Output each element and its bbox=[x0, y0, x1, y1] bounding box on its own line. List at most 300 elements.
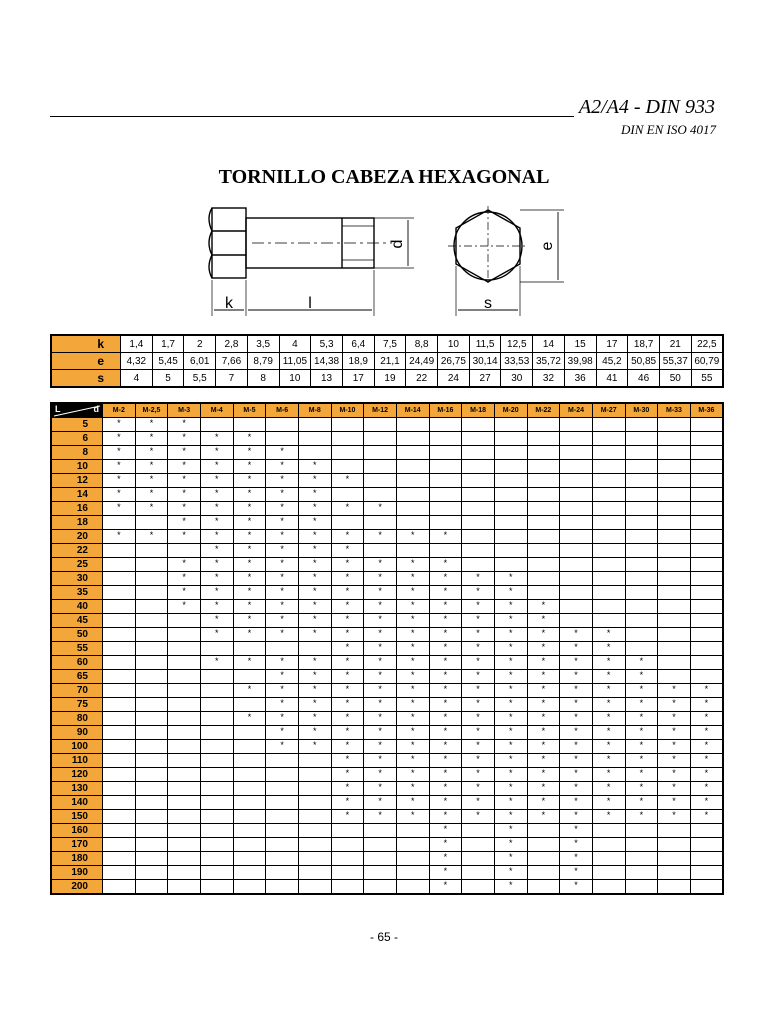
availability-cell bbox=[462, 502, 495, 516]
availability-cell bbox=[298, 810, 331, 824]
availability-cell bbox=[200, 740, 233, 754]
availability-cell bbox=[462, 824, 495, 838]
availability-cell bbox=[658, 544, 691, 558]
availability-cell: * bbox=[429, 740, 462, 754]
availability-cell: * bbox=[364, 614, 397, 628]
dimension-value: 7,5 bbox=[374, 335, 406, 353]
availability-cell: * bbox=[560, 824, 593, 838]
availability-cell bbox=[168, 880, 201, 895]
availability-cell: * bbox=[266, 516, 299, 530]
availability-cell: * bbox=[560, 880, 593, 895]
length-label: 80 bbox=[51, 712, 103, 726]
length-label: 18 bbox=[51, 516, 103, 530]
length-row bbox=[51, 712, 723, 726]
length-label: 5 bbox=[51, 418, 103, 432]
availability-cell: * bbox=[494, 600, 527, 614]
availability-cell: * bbox=[429, 782, 462, 796]
availability-cell: * bbox=[527, 712, 560, 726]
size-header: M-20 bbox=[494, 403, 527, 418]
availability-cell: * bbox=[396, 768, 429, 782]
availability-cell bbox=[233, 698, 266, 712]
availability-cell bbox=[462, 852, 495, 866]
availability-cell bbox=[103, 824, 136, 838]
length-label: 150 bbox=[51, 810, 103, 824]
availability-cell: * bbox=[331, 642, 364, 656]
availability-cell bbox=[494, 530, 527, 544]
availability-cell: * bbox=[168, 530, 201, 544]
length-label: 55 bbox=[51, 642, 103, 656]
availability-cell bbox=[200, 684, 233, 698]
availability-cell bbox=[168, 740, 201, 754]
availability-cell bbox=[462, 488, 495, 502]
dimension-row-k bbox=[51, 335, 723, 353]
availability-cell bbox=[658, 880, 691, 895]
dimension-value: 24 bbox=[438, 370, 470, 388]
availability-cell: * bbox=[560, 796, 593, 810]
availability-cell: * bbox=[233, 684, 266, 698]
availability-cell bbox=[200, 754, 233, 768]
length-row bbox=[51, 838, 723, 852]
availability-cell: * bbox=[364, 642, 397, 656]
availability-cell bbox=[135, 824, 168, 838]
availability-cell bbox=[462, 530, 495, 544]
availability-cell bbox=[658, 642, 691, 656]
availability-cell bbox=[200, 670, 233, 684]
availability-cell bbox=[494, 446, 527, 460]
standard-code: A2/A4 - DIN 933 bbox=[578, 96, 715, 118]
availability-table bbox=[50, 402, 724, 895]
availability-cell bbox=[527, 824, 560, 838]
availability-cell bbox=[658, 628, 691, 642]
page-number: - 65 - bbox=[369, 930, 398, 944]
availability-cell: * bbox=[396, 796, 429, 810]
dimension-value: 11,5 bbox=[469, 335, 501, 353]
availability-cell: * bbox=[690, 698, 723, 712]
availability-cell: * bbox=[396, 586, 429, 600]
availability-cell bbox=[233, 866, 266, 880]
size-header: M-5 bbox=[233, 403, 266, 418]
availability-cell bbox=[690, 488, 723, 502]
availability-cell bbox=[625, 586, 658, 600]
availability-cell bbox=[690, 502, 723, 516]
availability-cell bbox=[200, 796, 233, 810]
dimension-value: 41 bbox=[596, 370, 628, 388]
availability-cell: * bbox=[494, 852, 527, 866]
availability-cell bbox=[494, 502, 527, 516]
availability-cell: * bbox=[592, 698, 625, 712]
dimension-value: 4 bbox=[121, 370, 153, 388]
availability-cell bbox=[396, 852, 429, 866]
availability-cell: * bbox=[527, 656, 560, 670]
availability-cell bbox=[298, 754, 331, 768]
availability-cell bbox=[103, 852, 136, 866]
availability-cell bbox=[560, 432, 593, 446]
availability-cell: * bbox=[168, 502, 201, 516]
availability-cell bbox=[625, 558, 658, 572]
dimension-value: 11,05 bbox=[279, 353, 311, 370]
availability-cell bbox=[364, 516, 397, 530]
availability-cell bbox=[200, 712, 233, 726]
dimension-value: 50,85 bbox=[628, 353, 660, 370]
diameter-axis-label: d bbox=[93, 404, 99, 414]
availability-cell: * bbox=[429, 642, 462, 656]
availability-cell bbox=[103, 866, 136, 880]
availability-cell: * bbox=[494, 838, 527, 852]
availability-cell: * bbox=[625, 684, 658, 698]
length-row bbox=[51, 474, 723, 488]
availability-cell: * bbox=[364, 768, 397, 782]
availability-cell bbox=[592, 502, 625, 516]
availability-cell bbox=[200, 852, 233, 866]
availability-cell bbox=[527, 446, 560, 460]
dimension-value: 32 bbox=[533, 370, 565, 388]
availability-cell: * bbox=[527, 754, 560, 768]
availability-cell bbox=[625, 418, 658, 432]
availability-cell bbox=[560, 600, 593, 614]
availability-cell: * bbox=[494, 880, 527, 895]
length-row bbox=[51, 530, 723, 544]
availability-cell bbox=[298, 642, 331, 656]
availability-cell: * bbox=[462, 586, 495, 600]
size-header: M-36 bbox=[690, 403, 723, 418]
availability-cell bbox=[135, 754, 168, 768]
availability-cell: * bbox=[200, 474, 233, 488]
availability-cell: * bbox=[135, 418, 168, 432]
availability-cell: * bbox=[298, 460, 331, 474]
dimensions-table bbox=[50, 334, 724, 388]
availability-cell bbox=[658, 432, 691, 446]
availability-cell: * bbox=[429, 712, 462, 726]
availability-cell: * bbox=[462, 740, 495, 754]
availability-cell bbox=[592, 516, 625, 530]
availability-cell bbox=[331, 418, 364, 432]
availability-cell: * bbox=[233, 488, 266, 502]
availability-cell: * bbox=[690, 810, 723, 824]
size-header: M-18 bbox=[462, 403, 495, 418]
availability-cell bbox=[462, 544, 495, 558]
availability-cell bbox=[527, 530, 560, 544]
dimension-value: 1,7 bbox=[152, 335, 184, 353]
availability-cell bbox=[233, 740, 266, 754]
availability-cell: * bbox=[592, 670, 625, 684]
dimension-value: 13 bbox=[311, 370, 343, 388]
availability-cell: * bbox=[625, 796, 658, 810]
availability-cell bbox=[200, 838, 233, 852]
dimension-value: 17 bbox=[596, 335, 628, 353]
dimension-value: 21 bbox=[659, 335, 691, 353]
availability-cell: * bbox=[364, 558, 397, 572]
availability-cell bbox=[364, 418, 397, 432]
availability-cell bbox=[690, 880, 723, 895]
size-header: M-22 bbox=[527, 403, 560, 418]
availability-cell bbox=[690, 614, 723, 628]
availability-cell: * bbox=[266, 530, 299, 544]
availability-cell: * bbox=[298, 614, 331, 628]
availability-cell: * bbox=[200, 614, 233, 628]
availability-cell bbox=[494, 418, 527, 432]
availability-cell bbox=[625, 432, 658, 446]
availability-cell: * bbox=[690, 782, 723, 796]
availability-cell: * bbox=[135, 432, 168, 446]
availability-cell: * bbox=[494, 656, 527, 670]
availability-cell: * bbox=[494, 810, 527, 824]
availability-cell: * bbox=[364, 712, 397, 726]
availability-cell: * bbox=[396, 782, 429, 796]
availability-cell bbox=[625, 600, 658, 614]
length-label: 130 bbox=[51, 782, 103, 796]
availability-cell: * bbox=[429, 754, 462, 768]
size-header: M-6 bbox=[266, 403, 299, 418]
availability-cell: * bbox=[331, 810, 364, 824]
availability-cell: * bbox=[429, 684, 462, 698]
availability-cell: * bbox=[200, 516, 233, 530]
availability-cell bbox=[560, 544, 593, 558]
availability-cell: * bbox=[331, 586, 364, 600]
availability-cell: * bbox=[364, 670, 397, 684]
availability-cell bbox=[658, 558, 691, 572]
availability-cell bbox=[396, 474, 429, 488]
availability-cell: * bbox=[135, 474, 168, 488]
availability-cell bbox=[135, 698, 168, 712]
availability-cell bbox=[364, 852, 397, 866]
availability-cell: * bbox=[331, 474, 364, 488]
availability-cell: * bbox=[298, 656, 331, 670]
page-title: TORNILLO CABEZA HEXAGONAL bbox=[218, 166, 550, 188]
availability-cell bbox=[527, 488, 560, 502]
availability-cell: * bbox=[135, 530, 168, 544]
availability-cell: * bbox=[331, 740, 364, 754]
dimension-value: 33,53 bbox=[501, 353, 533, 370]
availability-cell bbox=[298, 796, 331, 810]
availability-cell: * bbox=[560, 838, 593, 852]
availability-cell bbox=[135, 544, 168, 558]
dimension-label: s bbox=[51, 370, 121, 388]
availability-cell bbox=[560, 460, 593, 474]
length-label: 60 bbox=[51, 656, 103, 670]
length-row bbox=[51, 586, 723, 600]
availability-cell bbox=[168, 866, 201, 880]
availability-cell bbox=[658, 502, 691, 516]
availability-cell bbox=[103, 656, 136, 670]
availability-cell bbox=[560, 446, 593, 460]
availability-cell bbox=[462, 432, 495, 446]
availability-cell: * bbox=[429, 726, 462, 740]
availability-cell: * bbox=[527, 768, 560, 782]
availability-cell bbox=[429, 474, 462, 488]
dimension-label: e bbox=[51, 353, 121, 370]
availability-cell: * bbox=[396, 642, 429, 656]
availability-cell bbox=[298, 852, 331, 866]
availability-cell bbox=[527, 866, 560, 880]
availability-cell: * bbox=[331, 628, 364, 642]
availability-cell bbox=[527, 418, 560, 432]
availability-cell: * bbox=[396, 600, 429, 614]
availability-cell bbox=[658, 824, 691, 838]
availability-cell bbox=[429, 432, 462, 446]
length-label: 140 bbox=[51, 796, 103, 810]
availability-cell bbox=[396, 460, 429, 474]
length-label: 65 bbox=[51, 670, 103, 684]
availability-cell bbox=[690, 558, 723, 572]
dimension-value: 21,1 bbox=[374, 353, 406, 370]
length-row bbox=[51, 852, 723, 866]
length-label: 200 bbox=[51, 880, 103, 895]
availability-cell bbox=[592, 880, 625, 895]
availability-cell bbox=[690, 866, 723, 880]
availability-cell: * bbox=[103, 502, 136, 516]
availability-cell: * bbox=[331, 712, 364, 726]
dimension-value: 1,4 bbox=[121, 335, 153, 353]
availability-cell: * bbox=[592, 810, 625, 824]
availability-cell: * bbox=[592, 642, 625, 656]
availability-cell: * bbox=[103, 488, 136, 502]
availability-cell: * bbox=[168, 474, 201, 488]
availability-cell bbox=[658, 516, 691, 530]
size-header: M-10 bbox=[331, 403, 364, 418]
availability-cell bbox=[690, 530, 723, 544]
availability-cell bbox=[396, 446, 429, 460]
availability-cell bbox=[658, 572, 691, 586]
availability-cell: * bbox=[560, 642, 593, 656]
availability-cell: * bbox=[527, 684, 560, 698]
length-label: 14 bbox=[51, 488, 103, 502]
availability-cell bbox=[658, 446, 691, 460]
availability-cell bbox=[266, 852, 299, 866]
availability-cell bbox=[462, 418, 495, 432]
availability-cell: * bbox=[298, 628, 331, 642]
length-row bbox=[51, 656, 723, 670]
length-label: 90 bbox=[51, 726, 103, 740]
availability-cell bbox=[396, 502, 429, 516]
availability-cell: * bbox=[527, 740, 560, 754]
availability-cell bbox=[298, 418, 331, 432]
availability-cell: * bbox=[658, 782, 691, 796]
availability-cell: * bbox=[266, 544, 299, 558]
availability-cell bbox=[135, 558, 168, 572]
availability-cell: * bbox=[200, 572, 233, 586]
availability-cell: * bbox=[266, 740, 299, 754]
availability-cell: * bbox=[527, 810, 560, 824]
availability-cell: * bbox=[266, 600, 299, 614]
size-header: M-4 bbox=[200, 403, 233, 418]
availability-cell: * bbox=[266, 572, 299, 586]
availability-cell bbox=[560, 488, 593, 502]
availability-cell bbox=[233, 768, 266, 782]
availability-cell bbox=[658, 586, 691, 600]
availability-cell: * bbox=[233, 474, 266, 488]
dimension-value: 10 bbox=[438, 335, 470, 353]
length-label: 35 bbox=[51, 586, 103, 600]
availability-cell: * bbox=[396, 740, 429, 754]
dimension-value: 15 bbox=[564, 335, 596, 353]
availability-cell: * bbox=[200, 488, 233, 502]
availability-cell: * bbox=[625, 810, 658, 824]
availability-cell: * bbox=[298, 474, 331, 488]
availability-cell bbox=[592, 460, 625, 474]
availability-cell bbox=[103, 572, 136, 586]
availability-cell: * bbox=[298, 586, 331, 600]
availability-cell bbox=[266, 642, 299, 656]
availability-cell: * bbox=[233, 572, 266, 586]
availability-cell: * bbox=[331, 656, 364, 670]
availability-cell: * bbox=[233, 446, 266, 460]
availability-cell bbox=[625, 642, 658, 656]
dimension-value: 5,3 bbox=[311, 335, 343, 353]
availability-cell: * bbox=[298, 684, 331, 698]
availability-cell bbox=[625, 824, 658, 838]
availability-cell bbox=[266, 866, 299, 880]
availability-cell: * bbox=[527, 796, 560, 810]
availability-cell bbox=[233, 726, 266, 740]
availability-cell bbox=[364, 838, 397, 852]
availability-cell: * bbox=[690, 740, 723, 754]
availability-cell bbox=[592, 474, 625, 488]
availability-cell: * bbox=[200, 628, 233, 642]
availability-cell bbox=[103, 712, 136, 726]
availability-cell bbox=[690, 586, 723, 600]
availability-cell bbox=[462, 446, 495, 460]
availability-cell: * bbox=[429, 530, 462, 544]
availability-cell: * bbox=[462, 572, 495, 586]
length-label: 190 bbox=[51, 866, 103, 880]
availability-cell: * bbox=[364, 796, 397, 810]
availability-cell bbox=[364, 460, 397, 474]
availability-cell: * bbox=[331, 684, 364, 698]
availability-cell: * bbox=[396, 726, 429, 740]
dimension-value: 35,72 bbox=[533, 353, 565, 370]
availability-cell: * bbox=[233, 516, 266, 530]
length-label: 75 bbox=[51, 698, 103, 712]
availability-cell bbox=[560, 572, 593, 586]
length-label: 180 bbox=[51, 852, 103, 866]
availability-cell bbox=[135, 880, 168, 895]
dimension-value: 60,79 bbox=[691, 353, 723, 370]
availability-cell: * bbox=[429, 698, 462, 712]
availability-cell: * bbox=[396, 558, 429, 572]
availability-cell: * bbox=[168, 460, 201, 474]
availability-cell: * bbox=[494, 740, 527, 754]
availability-cell bbox=[200, 824, 233, 838]
dimension-value: 36 bbox=[564, 370, 596, 388]
availability-cell bbox=[690, 418, 723, 432]
availability-cell: * bbox=[429, 838, 462, 852]
availability-cell bbox=[135, 838, 168, 852]
availability-cell: * bbox=[331, 530, 364, 544]
availability-cell: * bbox=[690, 684, 723, 698]
availability-cell: * bbox=[592, 754, 625, 768]
availability-cell bbox=[103, 698, 136, 712]
availability-cell bbox=[233, 838, 266, 852]
availability-cell: * bbox=[298, 600, 331, 614]
availability-cell bbox=[690, 460, 723, 474]
dimension-value: 3,5 bbox=[247, 335, 279, 353]
availability-cell bbox=[103, 600, 136, 614]
availability-cell: * bbox=[331, 698, 364, 712]
availability-cell bbox=[690, 824, 723, 838]
availability-cell bbox=[625, 628, 658, 642]
availability-cell: * bbox=[429, 614, 462, 628]
size-header: M-8 bbox=[298, 403, 331, 418]
availability-cell bbox=[396, 418, 429, 432]
length-label: 120 bbox=[51, 768, 103, 782]
availability-cell: * bbox=[266, 628, 299, 642]
availability-cell: * bbox=[429, 572, 462, 586]
availability-cell bbox=[135, 866, 168, 880]
availability-cell: * bbox=[462, 628, 495, 642]
size-header: M-16 bbox=[429, 403, 462, 418]
availability-cell: * bbox=[494, 824, 527, 838]
availability-cell bbox=[233, 824, 266, 838]
